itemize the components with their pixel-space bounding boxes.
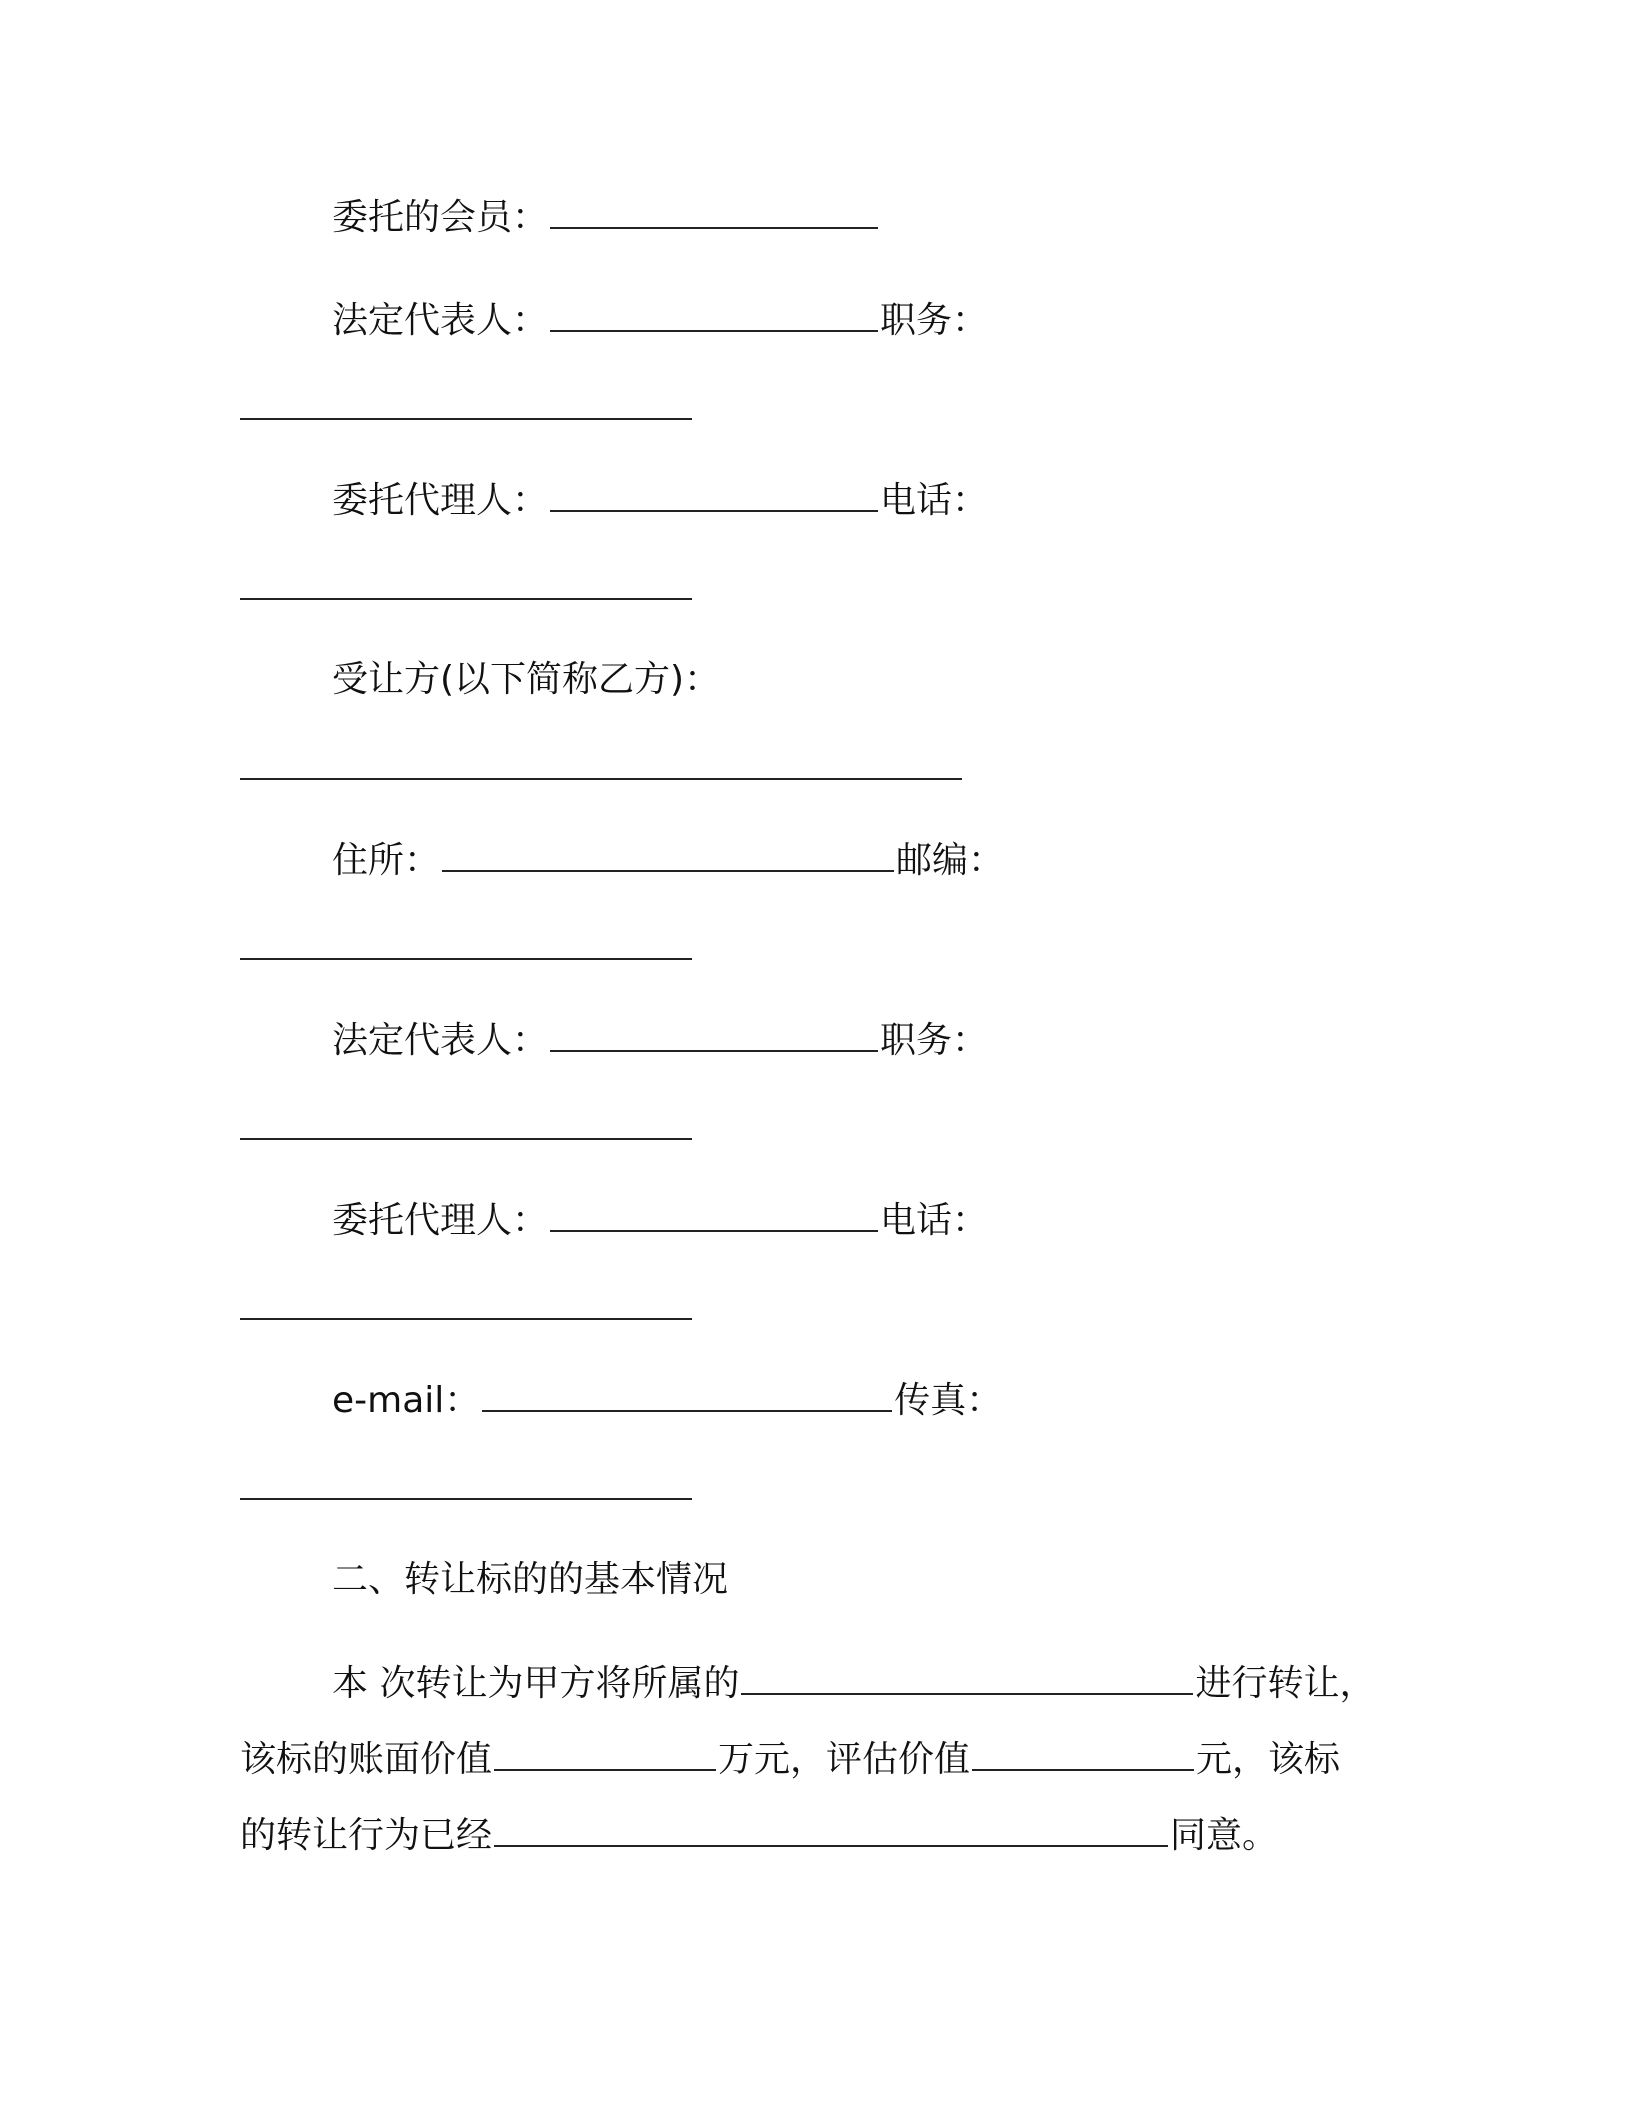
email-label: e-mail： [332, 1380, 481, 1421]
address-label: 住所： [332, 840, 441, 881]
transferee-label: 受让方(以下简称乙方)： [332, 659, 721, 700]
para-line2-text-c: 元，该标 [1196, 1739, 1341, 1780]
paragraph-line-1 [332, 1659, 1375, 1707]
legal-rep-line-b [332, 1016, 988, 1064]
legal-rep-blank-b[interactable] [550, 1016, 878, 1052]
transferee-blank[interactable] [240, 778, 962, 780]
appraised-value-blank[interactable] [972, 1735, 1194, 1771]
para-line1-text-a: 本 次转让为甲方将所属的 [332, 1663, 740, 1704]
agent-blank-b[interactable] [550, 1196, 878, 1232]
para-line3-text-a: 的转让行为已经 [240, 1815, 493, 1856]
email-blank[interactable] [482, 1376, 892, 1412]
transferee-line [332, 656, 720, 704]
position-label-a: 职务： [880, 300, 989, 341]
para-line2-text-b: 万元，评估价值 [718, 1739, 971, 1780]
fax-blank[interactable] [240, 1498, 692, 1500]
agent-label-a: 委托代理人： [332, 480, 549, 521]
approval-blank[interactable] [494, 1811, 1168, 1847]
legal-rep-line-a [332, 296, 988, 344]
phone-blank-b[interactable] [240, 1318, 692, 1320]
fax-label: 传真： [894, 1380, 1003, 1421]
asset-blank[interactable] [741, 1659, 1193, 1695]
address-line [332, 836, 1004, 884]
para-line3-text-b: 同意。 [1170, 1815, 1279, 1856]
phone-label-b: 电话： [880, 1200, 989, 1241]
paragraph-line-3 [240, 1811, 1278, 1859]
email-line [332, 1376, 1002, 1424]
para-line1-text-b: 进行转让， [1195, 1663, 1376, 1704]
position-blank-a[interactable] [240, 418, 692, 420]
postcode-blank[interactable] [240, 958, 692, 960]
legal-rep-label-a: 法定代表人： [332, 300, 549, 341]
section-heading [332, 1556, 728, 1604]
agent-label-b: 委托代理人： [332, 1200, 549, 1241]
agent-line-b [332, 1196, 988, 1244]
postcode-label: 邮编： [896, 840, 1005, 881]
member-line [332, 193, 880, 241]
agent-blank-a[interactable] [550, 476, 878, 512]
agent-line-a [332, 476, 988, 524]
phone-label-a: 电话： [880, 480, 989, 521]
legal-rep-blank-a[interactable] [550, 296, 878, 332]
section-two-heading: 二、转让标的的基本情况 [332, 1559, 729, 1600]
phone-blank-a[interactable] [240, 598, 692, 600]
address-blank[interactable] [442, 836, 894, 872]
position-blank-b[interactable] [240, 1138, 692, 1140]
member-label: 委托的会员： [332, 197, 549, 238]
position-label-b: 职务： [880, 1020, 989, 1061]
para-line2-text-a: 该标的账面价值 [240, 1739, 493, 1780]
paragraph-line-2 [240, 1735, 1340, 1783]
book-value-blank[interactable] [494, 1735, 716, 1771]
legal-rep-label-b: 法定代表人： [332, 1020, 549, 1061]
member-blank[interactable] [550, 193, 878, 229]
